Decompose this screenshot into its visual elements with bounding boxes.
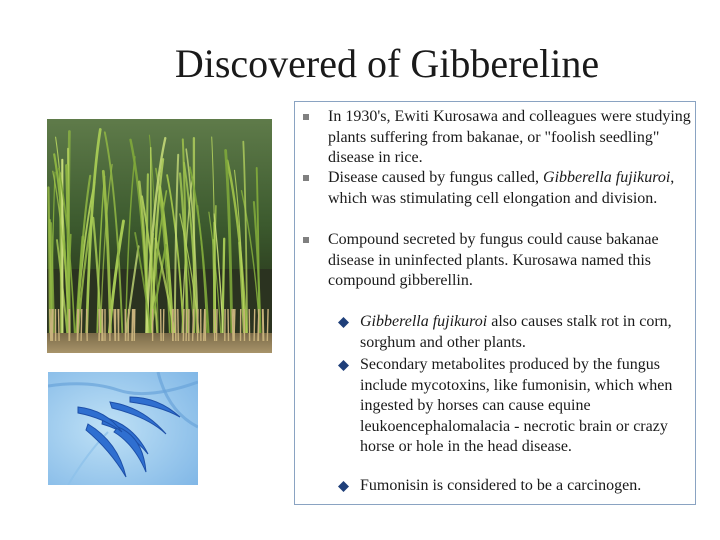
sub-bullet-text-italic: Gibberella fujikuroi bbox=[360, 313, 488, 330]
rice-stem bbox=[217, 309, 218, 341]
sub-bullet-item bbox=[360, 312, 698, 353]
content-box bbox=[294, 101, 696, 505]
bullet-text-pre: Disease caused by fungus called, bbox=[328, 169, 544, 186]
rice-stem bbox=[134, 309, 135, 341]
rice-stem bbox=[114, 309, 115, 341]
bullet-item bbox=[328, 168, 694, 209]
rice-stem bbox=[178, 309, 179, 341]
rice-stem bbox=[81, 309, 82, 341]
rice-leaf bbox=[151, 148, 152, 335]
slide-title: Discovered of Gibbereline bbox=[174, 41, 600, 86]
rice-stem bbox=[87, 309, 88, 341]
rice-stem bbox=[186, 309, 187, 341]
bullet-text-post: , which was stimulating cell elongation and division. bbox=[328, 169, 675, 207]
bullet-item bbox=[328, 107, 694, 169]
rice-stem bbox=[254, 309, 255, 341]
sub-bullet-text: Fumonisin is considered to be a carcinogen. bbox=[360, 477, 642, 494]
rice-stem bbox=[234, 309, 235, 341]
rice-stem bbox=[204, 309, 205, 341]
square-bullet-icon bbox=[303, 237, 309, 243]
diamond-bullet-icon bbox=[338, 317, 349, 328]
bullet-text: In 1930's, Ewiti Kurosawa and colleagues were studying plants suffering from bakanae, or "foolish seedling" disease in rice. bbox=[328, 108, 691, 166]
square-bullet-icon bbox=[303, 175, 309, 181]
rice-stem bbox=[51, 309, 52, 341]
rice-stem bbox=[102, 309, 103, 341]
rice-stem bbox=[214, 309, 215, 341]
diamond-bullet-icon bbox=[338, 481, 349, 492]
bullet-item bbox=[328, 230, 694, 292]
fungus-micrograph bbox=[48, 372, 198, 485]
rice-stem bbox=[258, 309, 259, 341]
diamond-bullet-icon bbox=[338, 360, 349, 371]
rice-stem bbox=[99, 309, 100, 341]
sub-bullet-item bbox=[360, 476, 698, 497]
sub-bullet-item bbox=[360, 355, 698, 458]
rice-stem bbox=[161, 309, 162, 341]
rice-stem bbox=[59, 309, 60, 341]
rice-stem bbox=[163, 309, 164, 341]
rice-stem bbox=[232, 309, 233, 341]
bullet-text: Compound secreted by fungus could cause bakanae disease in uninfected plants. Kurosawa named this compound gibberellin. bbox=[328, 231, 659, 289]
rice-stem bbox=[228, 309, 229, 341]
rice-stem bbox=[263, 309, 264, 341]
rice-stem bbox=[132, 309, 133, 341]
rice-stem bbox=[183, 309, 184, 341]
sub-bullet-text-post: also causes stalk rot in corn, sorghum and other plants. bbox=[360, 313, 672, 351]
square-bullet-icon bbox=[303, 114, 309, 120]
rice-stem bbox=[128, 309, 129, 341]
rice-stem bbox=[193, 309, 194, 341]
rice-stem bbox=[267, 309, 268, 341]
bullet-text-italic: Gibberella fujikuroi bbox=[543, 169, 671, 186]
sub-bullet-text: Secondary metabolites produced by the fungus include mycotoxins, like fumonisin, which when ingested by horses can cause equine leukoencephalomalacia - necrotic brain or crazy horse or hole in the head disease. bbox=[360, 356, 673, 455]
rice-seedlings-photo bbox=[47, 119, 272, 353]
